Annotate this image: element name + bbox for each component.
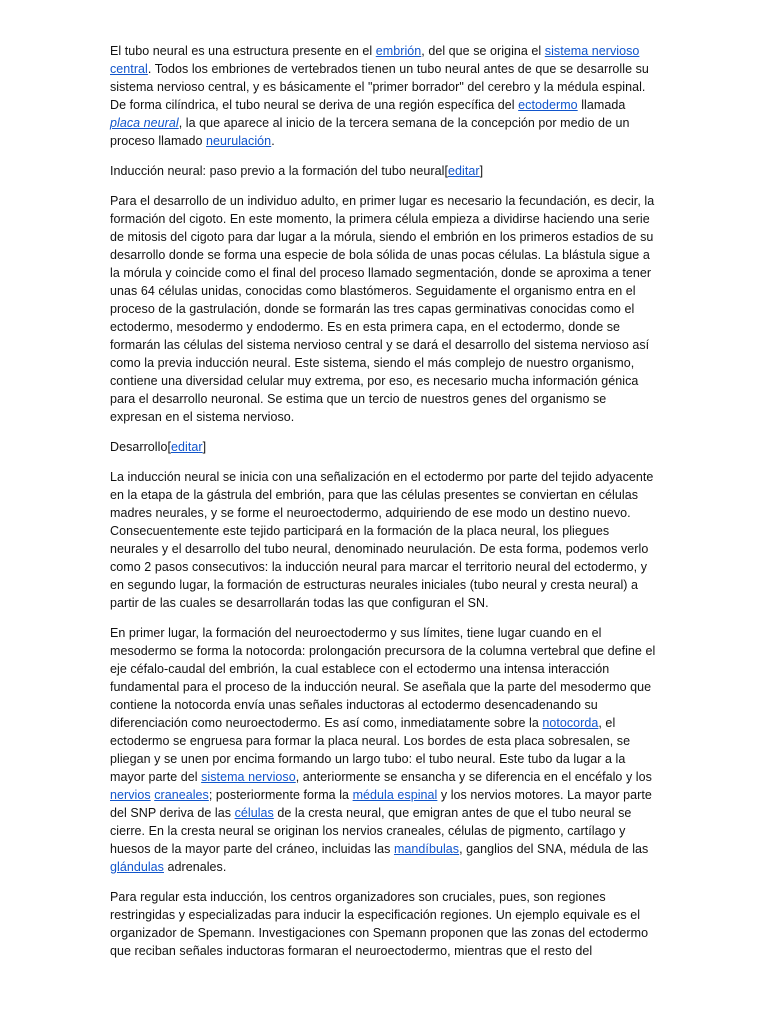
text-run: llamada bbox=[577, 98, 626, 112]
edit-link[interactable]: editar bbox=[448, 164, 480, 178]
paragraph-intro bbox=[110, 42, 658, 150]
link-sistema-nervioso[interactable]: sistema nervioso bbox=[201, 770, 296, 784]
link-sistema-nervioso-central[interactable]: sistema nervioso central bbox=[110, 44, 640, 76]
link-nervios[interactable]: nervios bbox=[110, 788, 151, 802]
link-celulas[interactable]: células bbox=[234, 806, 274, 820]
link-craneales[interactable]: craneales bbox=[154, 788, 209, 802]
text-run: . Todos los embriones de vertebrados tienen un tubo neural antes de que se desarrolle su sistema nervioso central, y es básicamente el "primer borrador" del cerebro y la médula espinal. De forma cilíndrica, el tubo neural se deriva de una región específica del bbox=[110, 62, 649, 112]
text-run: adrenales. bbox=[163, 860, 227, 874]
link-medula-espinal[interactable]: médula espinal bbox=[352, 788, 438, 802]
paragraph-fecundacion: Para el desarrollo de un individuo adulto, en primer lugar es necesario la fecundación, es decir, la formación del cigoto. En este momento, la primera célula empieza a dividirse haciendo una serie de mitosis del cigoto para dar lugar a la mórula, siendo el embrión en los primeros estadios de su desarrollo donde se forma una especie de bola sólida de unas pocas células. La blástula sigue a la mórula y coincide como el final del proceso llamado segmentación, donde se aproxima a tener unas 64 células unidas, conocidas como blastómeros. Seguidamente el organismo entra en el proceso de la gastrulación, donde se formarán las tres capas germinativas conocidas como el ectodermo, mesodermo y endodermo. Es en esta primera capa, en el ectodermo, donde se formarán las células del sistema nervioso central y se dará el desarrollo del sistema nervioso así como la previa inducción neural. Este sistema, siendo el más complejo de nuestro organismo, contiene una diversidad celular muy extrema, por eso, es necesario mucha información génica para el desarrollo neuronal. Se estima que un tercio de nuestros genes del organismo se expresan en el sistema nervioso. bbox=[110, 194, 655, 424]
link-ectodermo[interactable]: ectodermo bbox=[518, 98, 578, 112]
heading-text: Inducción neural: paso previo a la formación del tubo neural bbox=[110, 164, 445, 178]
bracket: [ bbox=[444, 164, 448, 178]
text-run: , del que se origina el bbox=[421, 44, 545, 58]
paragraph-centros-organizadores: Para regular esta inducción, los centros organizadores son cruciales, pues, son regiones restringidas y especializadas para inducir la especificación regiones. Un ejemplo equivale es el organizador de Spemann. Investigaciones con Spemann proponen que las zonas del ectodermo que reciban señales inductoras formaran el neuroectodermo, mientras que el resto del bbox=[110, 890, 649, 958]
edit-link[interactable]: editar bbox=[171, 440, 203, 454]
link-neurulacion[interactable]: neurulación bbox=[206, 134, 272, 148]
link-notocorda[interactable]: notocorda bbox=[542, 716, 599, 730]
text-run: y los nervios motores. La mayor parte del SNP deriva de las bbox=[110, 788, 652, 820]
text-run: . bbox=[271, 134, 275, 148]
bracket: ] bbox=[202, 440, 207, 454]
text-run: En primer lugar, la formación del neuroectodermo y sus límites, tiene lugar cuando en el mesodermo se forma la notocorda: prolongación precursora de la columna vertebral que define el eje céfalo-caudal del embrión, la cual establece con el ectodermo una intensa interacción fundamental para el proceso de la inducción neural. Se aseñala que la parte del mesodermo que contiene la notocorda envía unas señales inductoras al ectodermo desencadenando su diferenciación como neuroectodermo. Es así como, inmediatamente sobre la bbox=[110, 626, 656, 730]
paragraph-neuroectodermo bbox=[110, 624, 658, 876]
bracket: [ bbox=[167, 440, 171, 454]
link-mandibulas[interactable]: mandíbulas bbox=[393, 842, 460, 856]
document-body bbox=[110, 42, 658, 972]
text-run: ; posteriormente forma la bbox=[208, 788, 353, 802]
text-run: , el ectodermo se engruesa para formar la placa neural. Los bordes de esta placa sobresalen, se pliegan y se unen por encima formando un largo tubo: el tubo neural. Este tubo da lugar a la mayor parte del bbox=[110, 716, 631, 784]
text-run: , ganglios del SNA, médula de las bbox=[459, 842, 649, 856]
section-heading-induccion bbox=[110, 162, 658, 180]
text-run: , anteriormente se ensancha y se diferencia en el encéfalo y los bbox=[295, 770, 652, 784]
heading-text: Desarrollo bbox=[110, 440, 168, 454]
bracket: ] bbox=[479, 164, 484, 178]
paragraph-induccion-neural: La inducción neural se inicia con una señalización en el ectodermo por parte del tejido adyacente en la etapa de la gástrula del embrión, para que las células presentes se conviertan en células madres neurales, y se forme el neuroectodermo, adquiriendo de ese modo un destino nuevo. Consecuentemente este tejido participará en la formación de la placa neural, los pliegues neurales y el desarrollo del tubo neural, denominado neurulación. De esta forma, podemos verlo como 2 pasos consecutivos: la inducción neural para marcar el territorio neural del ectodermo, y en segundo lugar, la formación de estructuras neurales iniciales (tubo neural y cresta neural) a partir de las cuales se desarrollarán todas las que configuran el SN. bbox=[110, 470, 654, 610]
text-run: , la que aparece al inicio de la tercera semana de la concepción por medio de un proceso llamado bbox=[110, 116, 630, 148]
link-embrion[interactable]: embrión bbox=[375, 44, 422, 58]
section-heading-desarrollo bbox=[110, 438, 658, 456]
link-placa-neural[interactable]: placa neural bbox=[110, 116, 179, 130]
text-run: El tubo neural es una estructura presente en el bbox=[110, 44, 376, 58]
text-run: de la cresta neural, que emigran antes de que el tubo neural se cierre. En la cresta neural se originan los nervios craneales, células de pigmento, cartílago y huesos de la mayor parte del cráneo, incluidas las bbox=[110, 806, 632, 856]
link-glandulas[interactable]: glándulas bbox=[110, 860, 164, 874]
